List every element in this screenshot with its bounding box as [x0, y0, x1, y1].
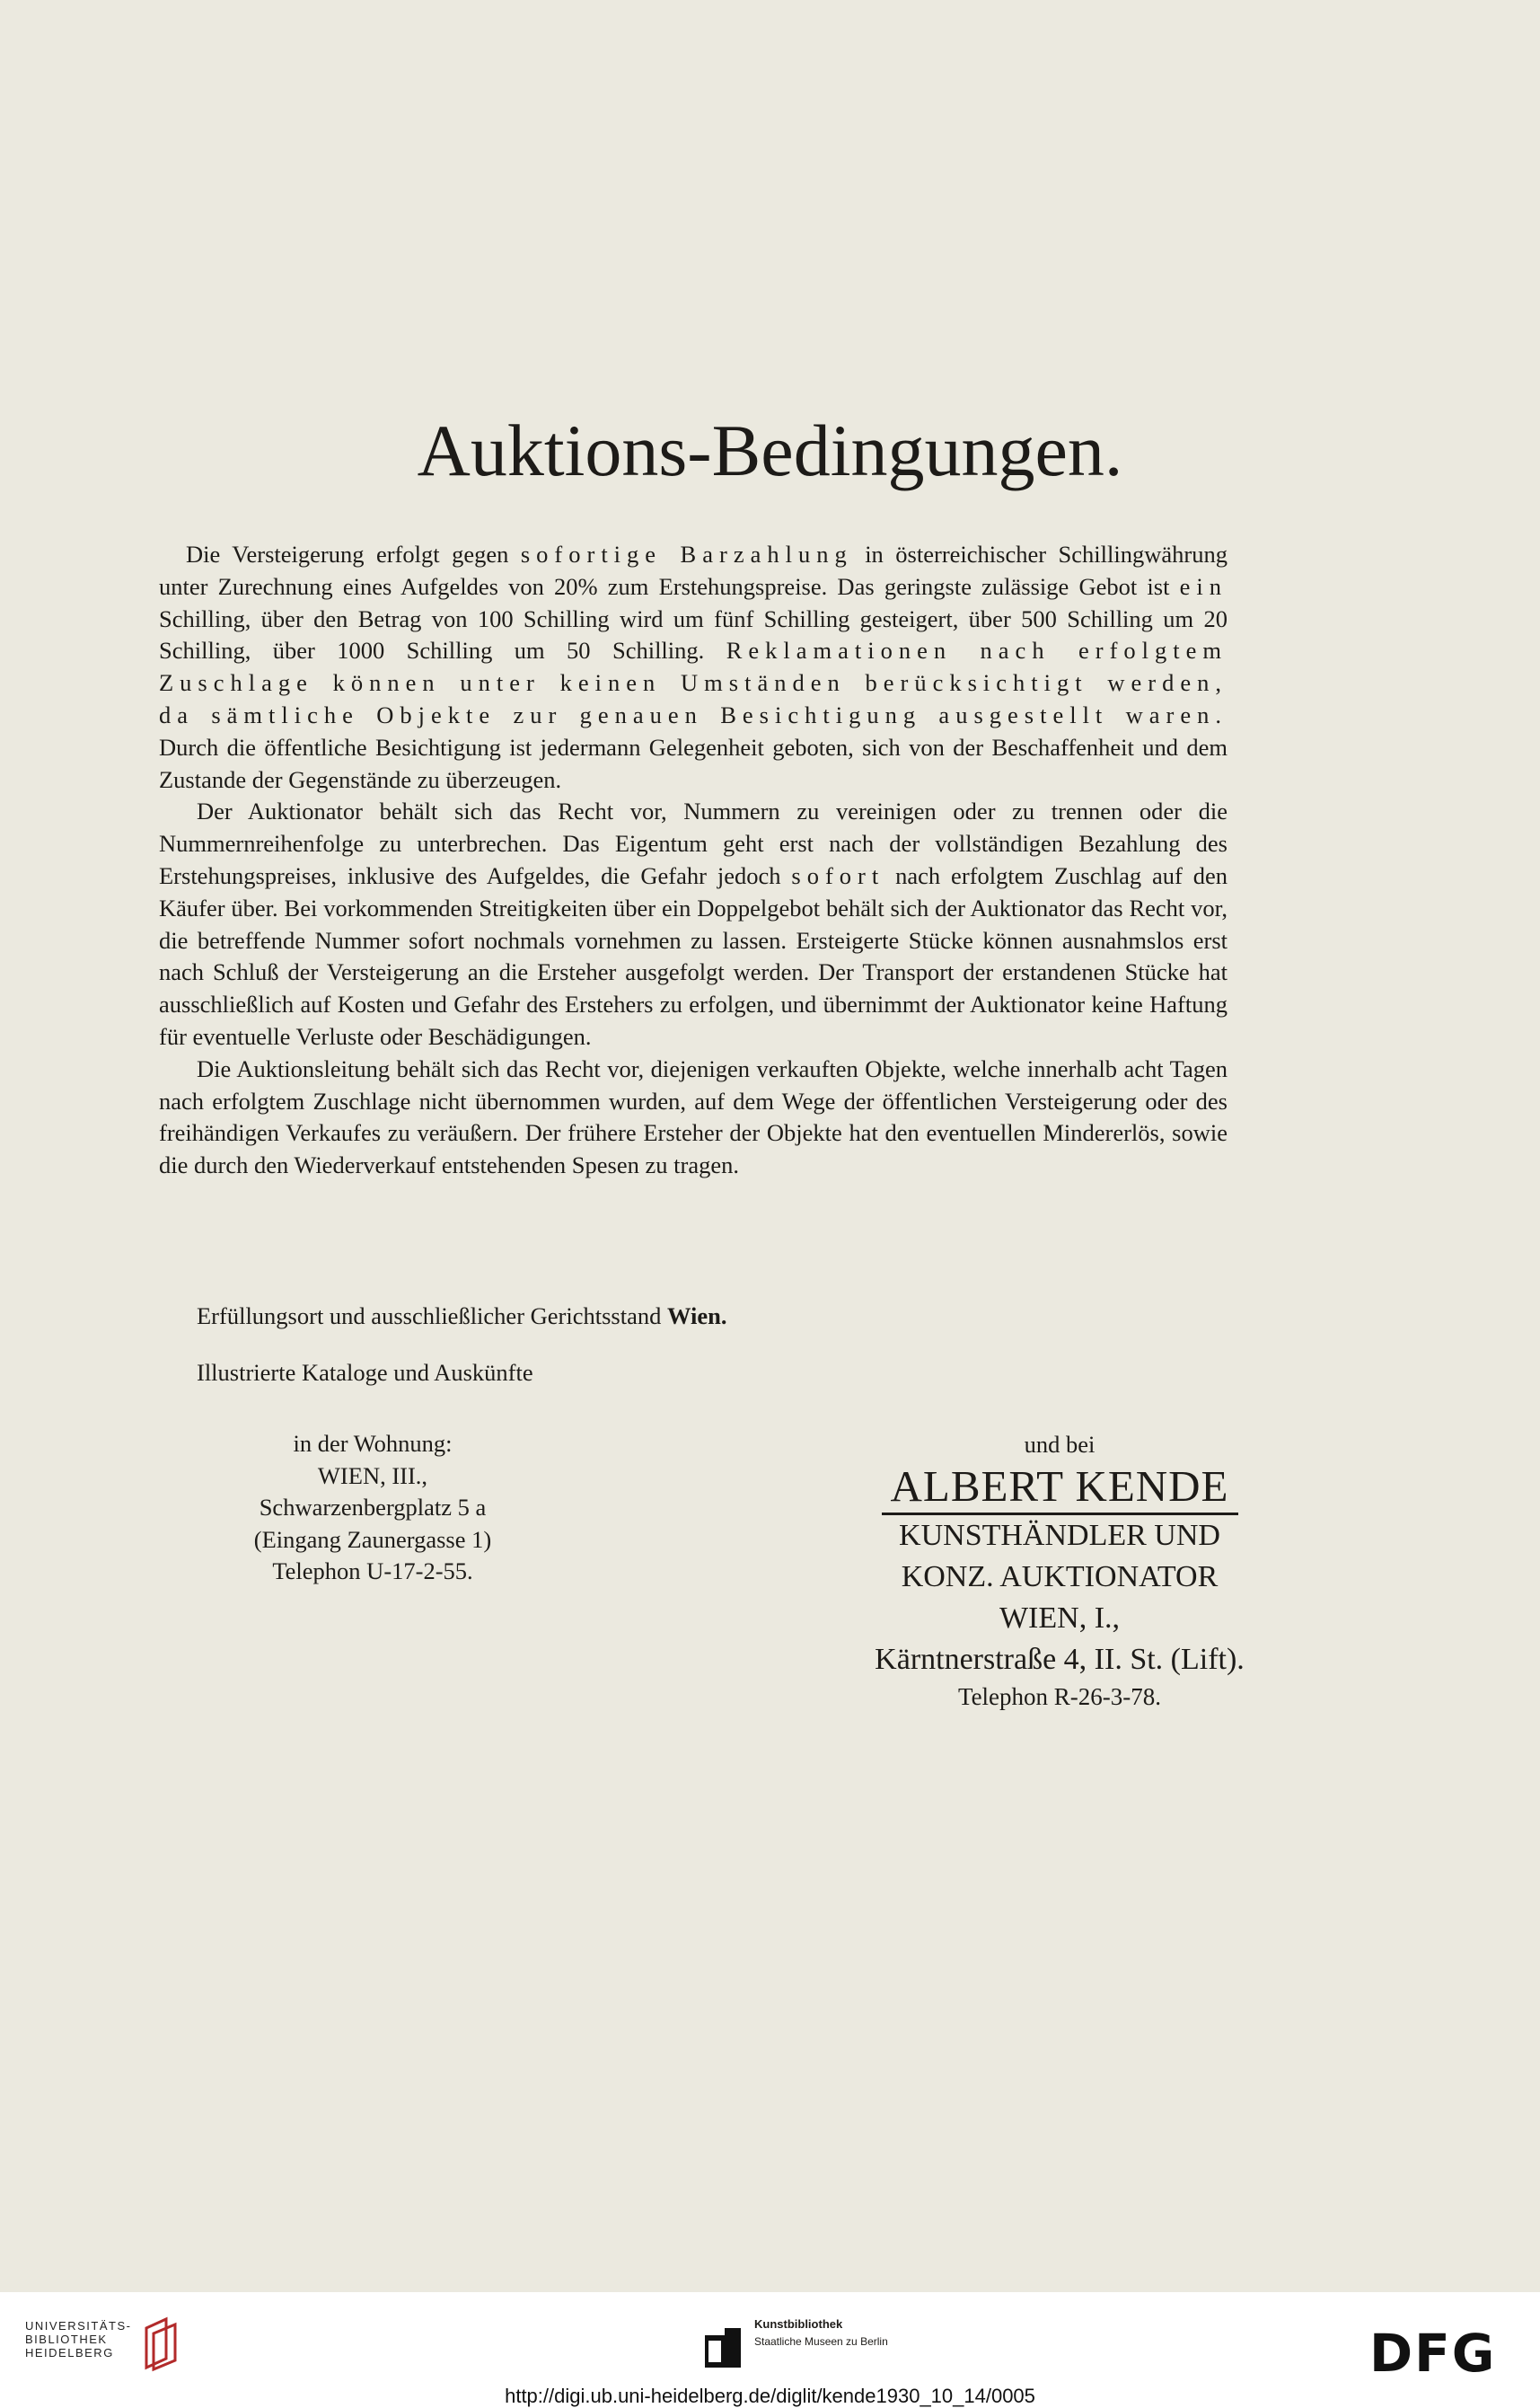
logo-line: UNIVERSITÄTS-	[25, 2319, 132, 2333]
auctioneer-name: ALBERT KENDE	[882, 1460, 1238, 1515]
address-line: WIEN, III.,	[317, 1461, 428, 1489]
text-run: Schilling, über den Betrag von 100 Schilling wird um fünf Schilling gesteigert, über 500 Schilling um 20 Schilling, über 1000 Schilling um 50 Schilling.	[159, 604, 1228, 665]
address-line: Telephon R-26-3-78.	[957, 1683, 1162, 1710]
address-line: Kärntnerstraße 4, II. St. (Lift).	[875, 1643, 1245, 1676]
auction-conditions-text	[159, 539, 1228, 1182]
right-address	[772, 1428, 1347, 1713]
address-line: (Eingang Zaunergasse 1)	[253, 1525, 492, 1553]
address-line: Schwarzenbergplatz 5 a	[259, 1494, 487, 1521]
logo-line: HEIDELBERG	[25, 2346, 114, 2359]
emphasis-text: sofort	[791, 861, 885, 889]
paragraph-unclaimed-objects: Die Auktionsleitung behält sich das Recht vor, diejenigen verkauften Objekte, welche innerhalb acht Tagen nach erfolgtem Zuschlage nicht übernommen wurden, auf dem Wege der öffentlichen Versteigerung oder des freihändigen Verkaufes zu veräußern. Der frühere Ersteher der Objekte hat den eventuellen Mindererlös, sowie die durch den Wiederverkauf entstehenden Spesen zu tragen.	[159, 1054, 1228, 1179]
ub-heidelberg-logo-text	[25, 2319, 131, 2359]
text-run: nach erfolgtem Zuschlag auf den Käufer über. Bei vorkommenden Streitigkeiten über ein Doppelgebot behält sich der Auktionator das Recht vor, die betreffende Nummer sofort nochmals vornehmen zu lassen. Ersteigerte Stücke können ausnahmslos erst nach Schluß der Versteigerung an die Ersteher ausgefolgt werden. Der Transport der erstandenen Stücke hat ausschließlich auf Kosten und Gefahr des Erstehers zu erfolgen, und übernimmt der Auktionator keine Haftung für eventuelle Verluste oder Beschädigungen.	[159, 861, 1228, 1050]
source-url[interactable]: http://digi.ub.uni-heidelberg.de/diglit/kende1930_10_14/0005	[505, 2385, 1035, 2407]
catalogs-line: Illustrierte Kataloge und Auskünfte	[197, 1359, 533, 1386]
jurisdiction-line	[197, 1302, 727, 1330]
address-line: und bei	[1024, 1431, 1096, 1458]
text-run: Die Versteigerung erfolgt gegen	[186, 541, 521, 568]
logo-line: BIBLIOTHEK	[25, 2333, 108, 2346]
paragraph-payment	[159, 539, 1228, 796]
emphasis-text: Reklamationen nach erfolgtem Zuschlage können unter keinen Umständen berücksichtigt werden, da sämtliche Objekte zur genauen Besichtigung ausgestellt waren.	[159, 637, 1228, 728]
address-line: Telephon U-17-2-55.	[272, 1557, 473, 1584]
dfg-logo: DFG	[1369, 2323, 1497, 2384]
jurisdiction-place: Wien.	[666, 1302, 727, 1329]
ub-heidelberg-logo-icon	[139, 2315, 184, 2373]
text-run: Durch die öffentliche Besichtigung ist jedermann Gelegenheit geboten, sich von der Beschaffenheit und dem Zustande der Gegenstände zu überzeugen.	[159, 733, 1228, 793]
left-address	[216, 1428, 530, 1588]
text-run: Erfüllungsort und ausschließlicher Gerichtsstand	[197, 1302, 667, 1329]
kunstbibliothek-logo-icon	[705, 2328, 741, 2368]
address-line: in der Wohnung:	[293, 1430, 453, 1457]
address-line: KUNSTHÄNDLER UND	[899, 1519, 1220, 1552]
kb-title: Kunstbibliothek	[754, 2317, 843, 2331]
emphasis-text: ein	[1179, 572, 1228, 600]
kunstbibliothek-logo	[705, 2317, 974, 2371]
address-line: KONZ. AUKTIONATOR	[901, 1560, 1219, 1593]
paragraph-auctioneer-rights	[159, 796, 1228, 1053]
text-run: in österreichischer Schillingwährung unter Zurechnung eines Aufgeldes von 20% zum Erstehungspreise. Das geringste zulässige Gebot ist	[159, 541, 1228, 600]
address-line: WIEN, I.,	[999, 1601, 1121, 1635]
kb-subtitle: Staatliche Museen zu Berlin	[754, 2335, 888, 2348]
emphasis-text: sofortige Barzahlung	[520, 541, 853, 568]
text-run: Der Auktionator behält sich das Recht vor, Nummern zu vereinigen oder zu trennen oder die Nummernreihenfolge zu unterbrechen. Das Eigentum geht erst nach der vollständigen Bezahlung des Erstehungspreises, inklusive des Aufgeldes, die Gefahr jedoch	[159, 798, 1228, 889]
page-title: Auktions-Bedingungen.	[417, 410, 1123, 491]
footer-bar	[0, 2292, 1540, 2408]
